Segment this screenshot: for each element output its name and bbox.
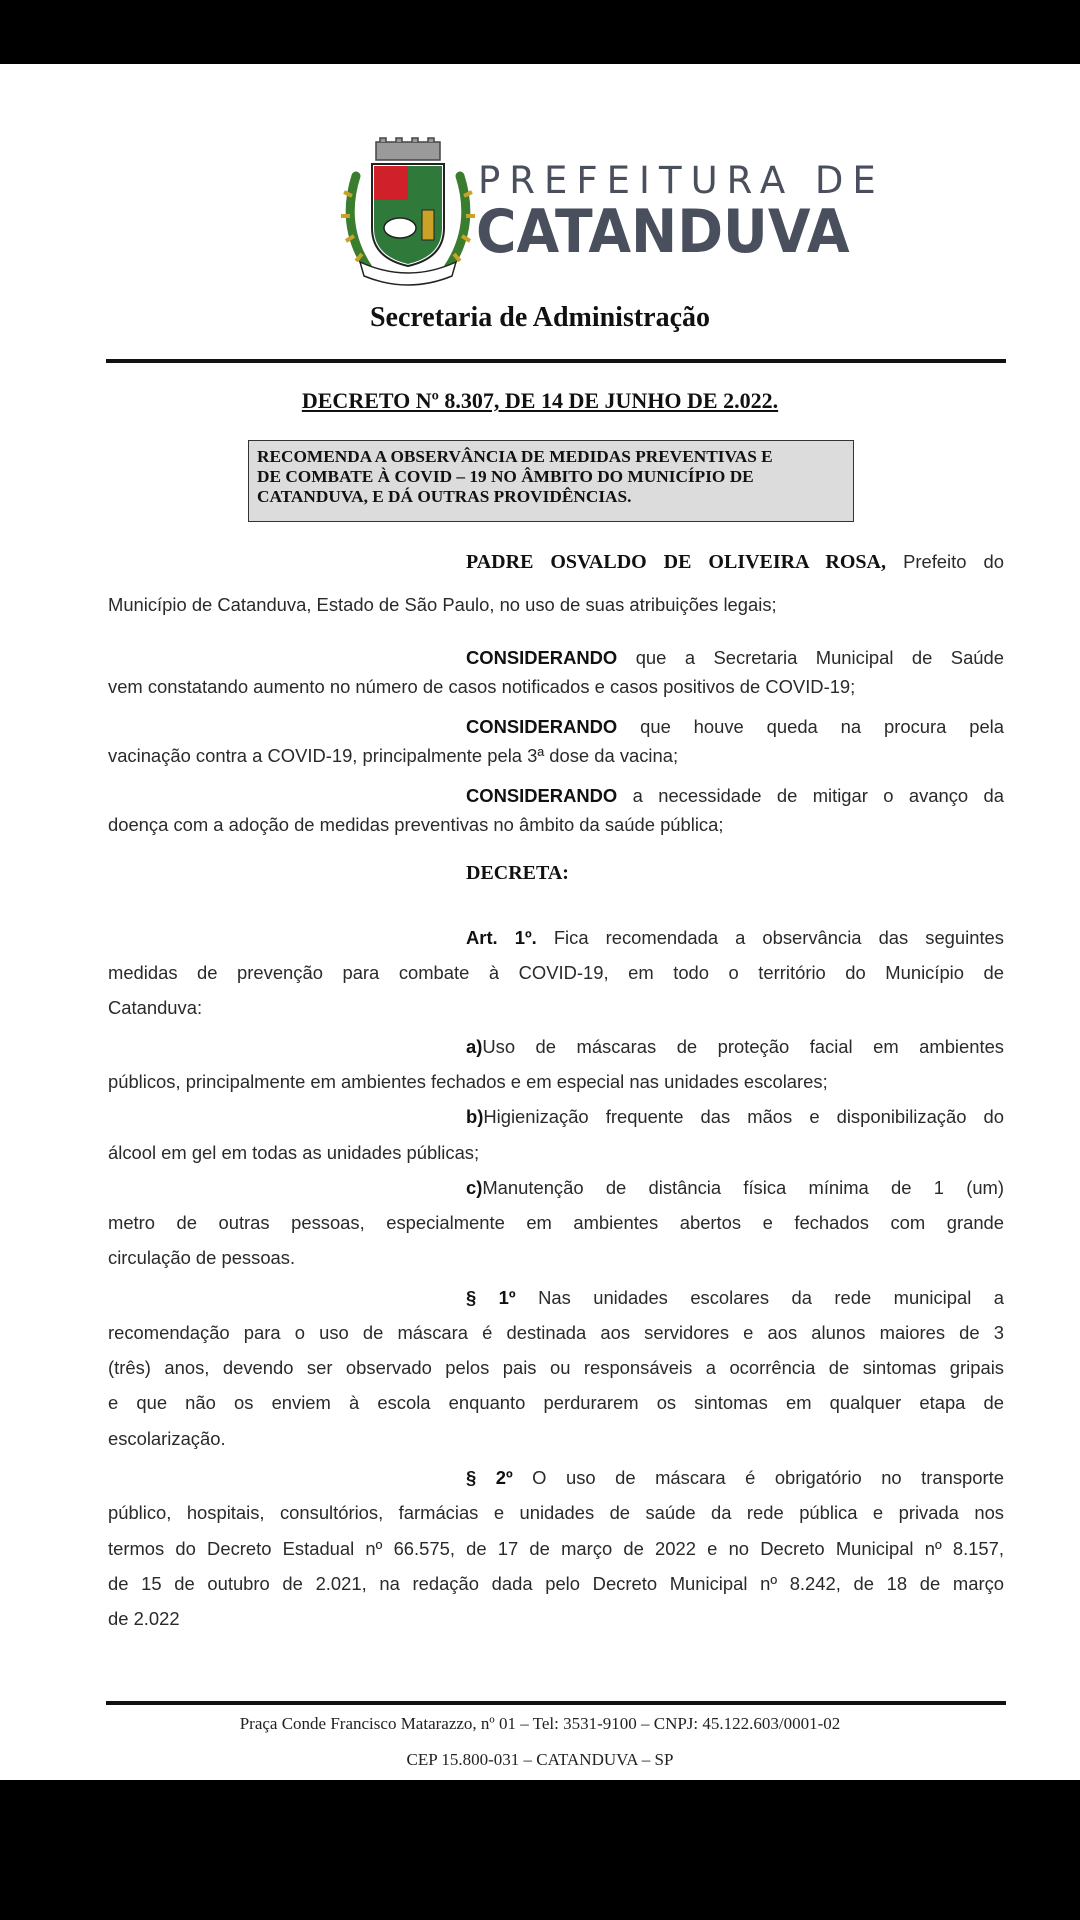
- paragraph-1-line: (três) anos, devendo ser observado pelos pais ou responsáveis a ocorrência de sintomas gripais: [108, 1357, 1004, 1378]
- considerando-line: CONSIDERANDO que houve queda na procura pela: [466, 716, 1004, 737]
- considerando-line: CONSIDERANDO a necessidade de mitigar o avanço da: [466, 785, 1004, 806]
- item-c-line: circulação de pessoas.: [108, 1247, 296, 1268]
- document-page: [0, 64, 1080, 1780]
- article-line: medidas de prevenção para combate à COVID-19, em todo o território do Município de: [108, 962, 1004, 983]
- secretaria-heading: Secretaria de Administração: [369, 302, 711, 333]
- footer-address: Praça Conde Francisco Matarazzo, nº 01 – Tel: 3531-9100 – CNPJ: 45.122.603/0001-02: [239, 1714, 841, 1733]
- paragraph-1-line: escolarização.: [108, 1428, 226, 1449]
- paragraph-2-line: termos do Decreto Estadual nº 66.575, de 17 de março de 2022 e no Decreto Municipal nº 8.157,: [108, 1538, 1004, 1559]
- header-divider: [106, 359, 1006, 363]
- decreta-heading: DECRETA:: [466, 862, 569, 884]
- brand-catanduva: CATANDUVA: [476, 197, 850, 267]
- item-c-line: c)Manutenção de distância física mínima de 1 (um): [466, 1177, 1004, 1198]
- paragraph-2-line: público, hospitais, consultórios, farmácias e unidades de saúde da rede pública e privada nos: [108, 1502, 1004, 1523]
- ementa-line: DE COMBATE À COVID – 19 NO ÂMBITO DO MUNICÍPIO DE: [257, 467, 754, 486]
- preamble-line: PADRE OSVALDO DE OLIVEIRA ROSA, Prefeito do: [466, 551, 1004, 573]
- item-a-line: públicos, principalmente em ambientes fechados e em especial nas unidades escolares;: [108, 1071, 828, 1092]
- considerando-line: CONSIDERANDO que a Secretaria Municipal de Saúde: [466, 647, 1004, 668]
- item-b-line: álcool em gel em todas as unidades públicas;: [108, 1142, 480, 1163]
- paragraph-2-line: de 15 de outubro de 2.021, na redação dada pelo Decreto Municipal nº 8.242, de 18 de março: [108, 1573, 1004, 1594]
- footer-cep: CEP 15.800-031 – CATANDUVA – SP: [406, 1750, 674, 1769]
- paragraph-1-line: e que não os enviem à escola enquanto perdurarem os sintomas em qualquer etapa de: [108, 1392, 1004, 1413]
- brand-prefeitura: PREFEITURA DE: [478, 159, 885, 202]
- ementa-line: CATANDUVA, E DÁ OUTRAS PROVIDÊNCIAS.: [257, 487, 632, 506]
- article-line: Catanduva:: [108, 997, 203, 1018]
- item-c-line: metro de outras pessoas, especialmente em ambientes abertos e fechados com grande: [108, 1212, 1004, 1233]
- paragraph-1-line: recomendação para o uso de máscara é destinada aos servidores e aos alunos maiores de 3: [108, 1322, 1004, 1343]
- ementa-box: [248, 440, 854, 522]
- paragraph-1-line: § 1º Nas unidades escolares da rede municipal a: [466, 1287, 1004, 1308]
- paragraph-2-line: § 2º O uso de máscara é obrigatório no transporte: [466, 1467, 1004, 1488]
- item-a-line: a)Uso de máscaras de proteção facial em ambientes: [466, 1036, 1004, 1057]
- considerando-line: doença com a adoção de medidas preventivas no âmbito da saúde pública;: [108, 814, 724, 835]
- footer-divider: [106, 1701, 1006, 1705]
- ementa-line: RECOMENDA A OBSERVÂNCIA DE MEDIDAS PREVENTIVAS E: [257, 447, 773, 466]
- preamble-line: Município de Catanduva, Estado de São Paulo, no uso de suas atribuições legais;: [108, 594, 777, 615]
- item-b-line: b)Higienização frequente das mãos e disponibilização do: [466, 1106, 1004, 1127]
- decree-title: DECRETO Nº 8.307, DE 14 DE JUNHO DE 2.022.: [301, 388, 779, 413]
- paragraph-2-line: de 2.022: [108, 1608, 180, 1629]
- article-line: Art. 1º. Fica recomendada a observância das seguintes: [466, 927, 1004, 948]
- considerando-line: vacinação contra a COVID-19, principalmente pela 3ª dose da vacina;: [108, 745, 679, 766]
- mayor-name: PADRE OSVALDO DE OLIVEIRA ROSA,: [466, 551, 886, 573]
- considerando-line: vem constatando aumento no número de casos notificados e casos positivos de COVID-19;: [108, 676, 856, 697]
- coat-of-arms-logo: [338, 136, 478, 286]
